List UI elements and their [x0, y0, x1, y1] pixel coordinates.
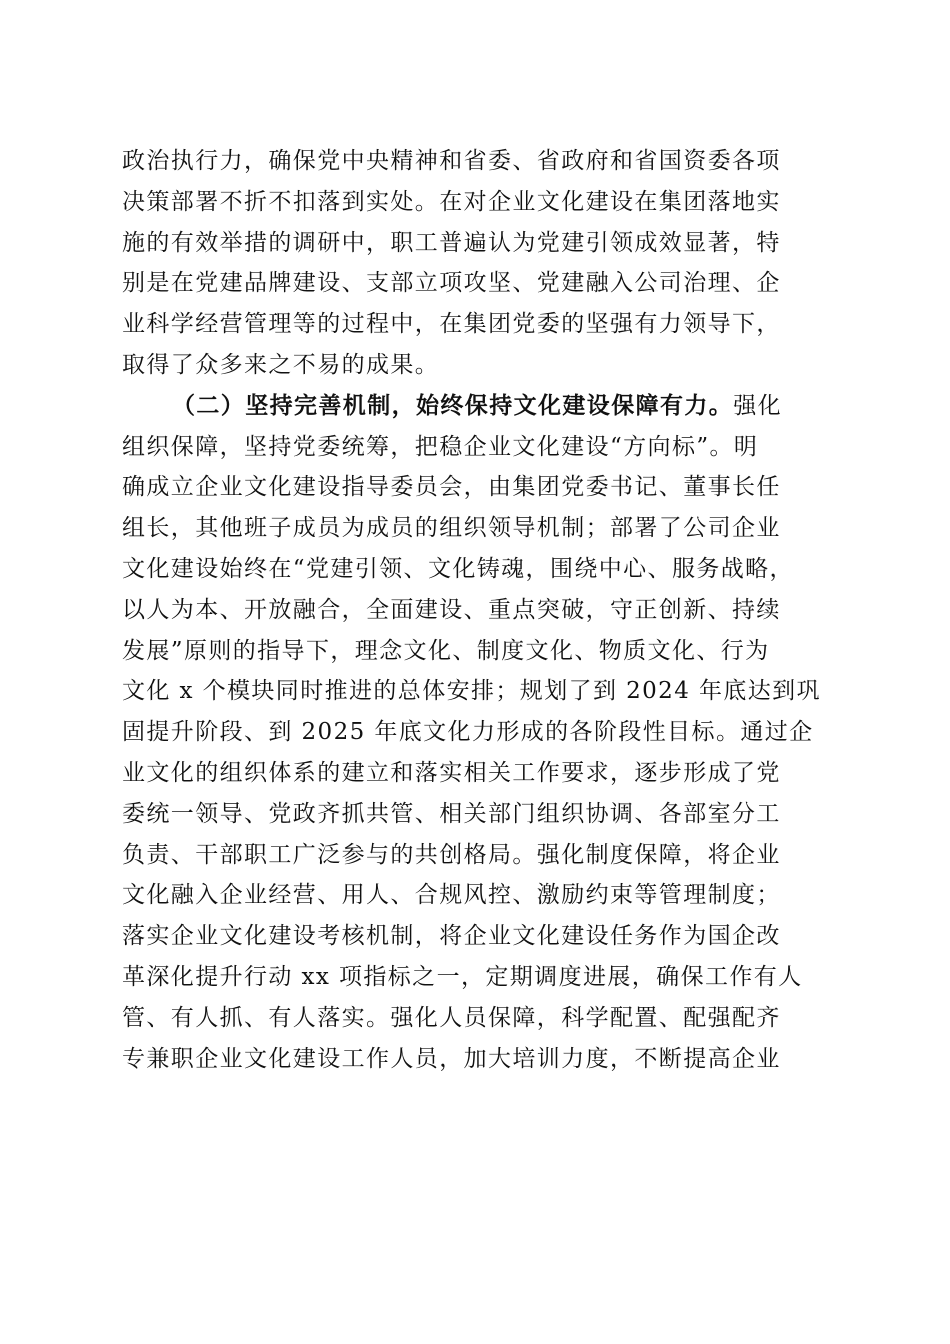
text-line: 决策部署不折不扣落到实处。在对企业文化建设在集团落地实 [122, 188, 781, 215]
paragraph-2 [122, 386, 828, 1080]
text-line: 政治执行力，确保党中央精神和省委、省政府和省国资委各项 [122, 148, 781, 174]
text-line: 业科学经营管理等的过程中，在集团党委的坚强有力领导下， [122, 311, 781, 338]
text-line: 文化融入企业经营、用人、合规风控、激励约束等管理制度； [122, 882, 781, 909]
text-line: 取得了众多来之不易的成果。 [122, 351, 440, 378]
text-line: 落实企业文化建设考核机制，将企业文化建设任务作为国企改 [122, 923, 781, 950]
text-line: 别是在党建品牌建设、支部立项攻坚、党建融入公司治理、企 [122, 270, 781, 297]
text-line: 发展”原则的指导下，理念文化、制度文化、物质文化、行为 [122, 637, 770, 664]
text-line: 委统一领导、党政齐抓共管、相关部门组织协调、各部室分工 [122, 800, 781, 827]
text-line: 固提升阶段、到 2025 年底文化力形成的各阶段性目标。通过企 [122, 719, 814, 746]
text-line: 业文化的组织体系的建立和落实相关工作要求，逐步形成了党 [122, 759, 781, 786]
text-line-first [122, 386, 828, 427]
text-line: 负责、干部职工广泛参与的共创格局。强化制度保障，将企业 [122, 841, 781, 868]
text-line: 组织保障，坚持党委统筹，把稳企业文化建设“方向标”。明 [122, 433, 759, 460]
text-line: 组长，其他班子成员为成员的组织领导机制；部署了公司企业 [122, 515, 781, 542]
text-line: 文化建设始终在“党建引领、文化铸魂，围绕中心、服务战略， [122, 555, 794, 582]
text-line: 施的有效举措的调研中，职工普遍认为党建引领成效显著，特 [122, 229, 781, 256]
text-line: 以人为本、开放融合，全面建设、重点突破，守正创新、持续 [122, 596, 781, 623]
section-heading: （二）坚持完善机制，始终保持文化建设保障有力。 [172, 391, 734, 419]
paragraph-1 [122, 141, 828, 386]
document-body [122, 141, 828, 1079]
text-line: 革深化提升行动 xx 项指标之一，定期调度进展，确保工作有人 [122, 963, 803, 990]
text-line-first-rest: 强化 [733, 392, 783, 419]
text-line: 文化 x 个模块同时推进的总体安排；规划了到 2024 年底达到巩 [122, 678, 821, 705]
text-line: 确成立企业文化建设指导委员会，由集团党委书记、董事长任 [122, 474, 781, 501]
text-line: 专兼职企业文化建设工作人员，加大培训力度，不断提高企业 [122, 1045, 781, 1072]
text-line: 管、有人抓、有人落实。强化人员保障，科学配置、配强配齐 [122, 1004, 781, 1031]
